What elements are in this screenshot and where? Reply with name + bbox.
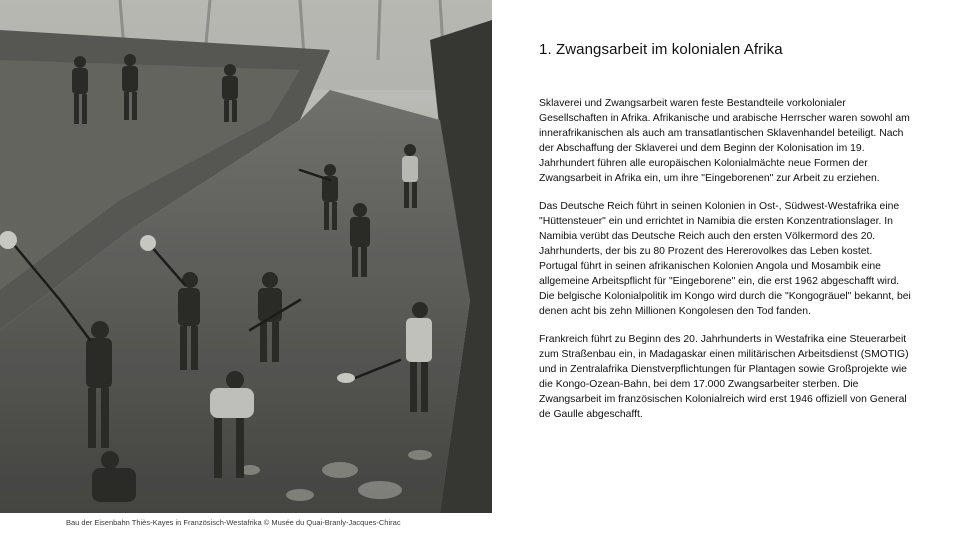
paragraph-german-empire: Das Deutsche Reich führt in seinen Kolonien in Ost-, Südwest-Westafrika eine "Hüttensteuer" ein und errichtet in Namibia die ersten Konzentrationslager. In Namibia verübt das Deutsche Reich auch den ersten Völkermord des 20. Jahrhunderts, der bis zu 80 Prozent des Hererovolkes das Leben kostet. Portugal führt in seinen afrikanischen Kolonien Angola und Mosambik eine allgemeine Arbeitspflicht für "Eingeborene" ein, die erst 1962 abgeschafft wird. Die belgische Kolonialpolitik im Kongo wird durch die "Kongogräuel" bekannt, bei denen acht bis zehn Millionen Kongolesen den Tod fanden.: [539, 201, 911, 317]
historical-photo: [0, 0, 492, 513]
article: [539, 40, 911, 435]
photo-illustration: [0, 0, 492, 513]
photo-caption: Bau der Eisenbahn Thiès-Kayes in Französisch-Westafrika © Musée du Quai-Branly-Jacques-Chirac: [66, 518, 401, 527]
paragraph-france: Frankreich führt zu Beginn des 20. Jahrhunderts in Westafrika eine Steuerarbeit zum Straßenbau ein, in Madagaskar einen militärischen Arbeitsdienst (SMOTIG) und in Zentralafrika Dienstverpflichtungen für Plantagen sowie Großprojekte wie die Kongo-Ozean-Bahn, bei dem 17.000 Zwangsarbeiter sterben. Die Zwangsarbeit im französischen Kolonialreich wird erst 1946 offiziell von General de Gaulle abgeschafft.: [539, 334, 909, 420]
article-title: 1. Zwangsarbeit im kolonialen Afrika: [539, 41, 783, 58]
paragraph-precolonial: Sklaverei und Zwangsarbeit waren feste Bestandteile vorkolonialer Gesellschaften in Afrika. Afrikanische und arabische Herrscher waren sowohl am innerafrikanischen als auch am transatlantischen Sklavenhandel beteiligt. Nach der Abschaffung der Sklaverei und dem Beginn der Kolonisation im 19. Jahrhundert führen alle europäischen Kolonialmächte neue Formen der Zwangsarbeit in Afrika ein, um ihre "Eingeborenen" zur Arbeit zu erziehen.: [539, 98, 910, 184]
